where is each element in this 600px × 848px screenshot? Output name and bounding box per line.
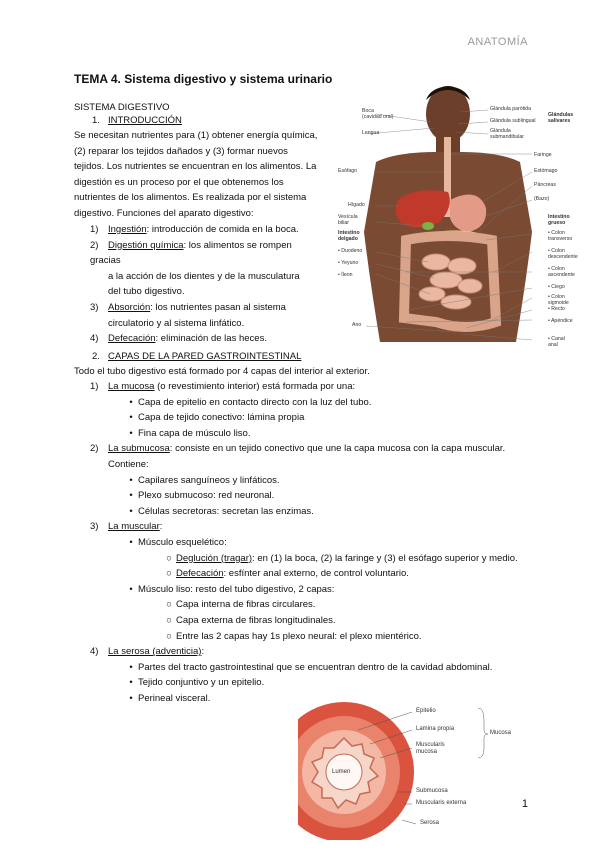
label-bazo: (Bazo) (534, 196, 550, 202)
label-mucosa: Mucosa (490, 730, 512, 736)
label-ano: Ano (352, 322, 362, 328)
label-yeyuno: • Yeyuno (338, 260, 359, 266)
gi-wall-illustration (298, 700, 518, 840)
intro-line: (2) reparar los tejidos dañados y (3) formar nuevos (74, 145, 288, 157)
label-estomago: Estómago (534, 168, 558, 174)
label-canal-anal: • Canal anal (548, 336, 565, 348)
intro-line: digestivo. Funciones del aparato digestivo: (74, 207, 254, 219)
intro-heading (92, 113, 182, 129)
label-esofago: Esófago (338, 168, 358, 174)
label-lengua: Lengua (362, 130, 380, 136)
bullet: • (129, 474, 133, 486)
label-lamina-propia: Lamina propia (416, 726, 455, 732)
gi-wall-figure (298, 700, 518, 840)
label-intestino-grueso: Intestino grueso (548, 214, 570, 226)
label-serosa: Serosa (420, 820, 440, 826)
muscular-item: 3) La muscular: (90, 521, 163, 533)
circle-bullet: ○ (166, 552, 172, 564)
label-recto: • Recto (548, 306, 565, 312)
label-boca: Boca (cavidad oral) (362, 108, 394, 120)
function-item: 3) Absorción: los nutrientes pasan al sistema (90, 301, 286, 313)
label-colon-sigmoide: • Colon sigmoide (548, 294, 569, 306)
label-faringe: Faringe (534, 152, 552, 158)
bullet: • (129, 427, 133, 439)
bullet: • (129, 677, 133, 689)
intro-line: digestión es un proceso por el que obtenemos los (74, 176, 284, 188)
label-ileon: • Íleon (338, 272, 353, 278)
label-sublingual: Glándula sublingual (490, 118, 536, 124)
section-heading-digestivo: SISTEMA DIGESTIVO (74, 102, 170, 113)
circle-bullet: ○ (166, 614, 172, 626)
page-number: 1 (521, 798, 528, 810)
intro-line: tejidos. Los nutrientes se encuentran en los alimentos. La (74, 161, 317, 173)
label-colon-ascendente: • Colon ascendente (548, 266, 575, 278)
function-item: 1) Ingestión: introducción de comida en la boca. (90, 224, 299, 235)
label-pancreas: Páncreas (534, 182, 556, 188)
bullet: • (129, 396, 133, 408)
bullet: • (129, 536, 133, 548)
circle-bullet: ○ (166, 599, 172, 611)
label-lumen: Lumen (332, 769, 351, 775)
label-apendice: • Apéndice (548, 318, 573, 324)
label-muscularis-externa: Muscularis externa (416, 800, 467, 806)
circle-bullet: ○ (166, 568, 172, 580)
label-higado: Hígado (348, 202, 365, 208)
function-line: del tubo digestivo. (108, 286, 185, 298)
function-item: 2) Digestión química: los alimentos se rompen gracias (90, 239, 292, 267)
submucosa-line: Contiene: (108, 458, 149, 470)
mucosa-item: 1) La mucosa (o revestimiento interior) está formada por una: (90, 381, 356, 392)
submucosa-item: 2) La submucosa: consiste en un tejido conectivo que une la capa mucosa con la capa muscular. (90, 443, 506, 455)
function-item: 4) Defecación: eliminación de las heces. (90, 333, 267, 345)
bullet: • (129, 661, 133, 673)
label-intestino-delgado: Intestino delgado (338, 230, 360, 242)
page-header: ANATOMÍA (467, 36, 528, 48)
label-colon-descendente: • Colon descendente (548, 248, 578, 260)
label-colon-transverso: • Colon transverso (548, 230, 573, 242)
label-epitelio: Epitelio (416, 708, 436, 714)
intro-number: 1. (92, 115, 100, 126)
digestive-system-figure (336, 82, 586, 352)
label-submandibular: Glándula submandibular (490, 128, 525, 140)
function-list (90, 222, 320, 347)
function-line: circulatorio y al sistema linfático. (108, 317, 245, 329)
capas-heading: 2. CAPAS DE LA PARED GASTROINTESTINAL (92, 351, 302, 362)
intro-title: INTRODUCCIÓN (108, 115, 182, 126)
label-parotida: Glándula parótida (490, 106, 531, 112)
label-muscularis-mucosa: Muscularis mucosa (416, 742, 445, 755)
label-duodeno: • Duodeno (338, 248, 363, 254)
page-title: TEMA 4. Sistema digestivo y sistema urinario (74, 72, 333, 86)
bullet: • (129, 583, 133, 595)
bullet: • (129, 505, 133, 517)
bullet: • (129, 692, 133, 704)
label-submucosa: Submucosa (416, 788, 448, 794)
intro-line: Se necesitan nutrientes para (1) obtener energía química, (74, 130, 318, 141)
serosa-item: 4) La serosa (adventicia): (90, 646, 205, 658)
bullet: • (129, 412, 133, 424)
label-vesicula: Vesícula biliar (338, 214, 358, 226)
label-ciego: • Ciego (548, 284, 565, 290)
intro-line: nutrientes de los alimentos. Es realizada por el sistema (74, 192, 307, 204)
intro-paragraph (74, 128, 318, 222)
circle-bullet: ○ (166, 630, 172, 642)
bullet: • (129, 490, 133, 502)
function-line: a la acción de los dientes y de la musculatura (108, 270, 300, 282)
capas-list: 1) La mucosa (o revestimiento interior) está formada por una: • Capa de epitelio en contacto directo con la luz del tubo. • Capa de tejido conectivo: lámina propia • Fina capa de músculo liso. 2) La submucosa: consiste en un tejido conectivo que une la capa mucosa con la capa muscular. Contiene: • Capilares sanguíneos y linfáticos. • Plexo submucoso: red neuronal. • Células secretoras: secretan las enzimas. 3) La muscular: • Músculo esquelético: ○ Deglución (tragar): en (1) la boca, (2) la faringe y (3) el esófago superior y medio. ○ Defecación: esfínter anal externo, de control voluntario. • Músculo liso: resto del tubo digestivo, 2 capas: ○ Capa interna de fibras circulares. ○ Capa externa de fibras longitudinales. ○ Entre las 2 capas hay 1s plexo neural: el plexo mientérico. 4) La serosa (adventicia): • Partes del tracto gastrointestinal que se encuentran dentro de la cavidad abdominal. • Tejido conjuntivo y un epitelio. • Perineal visceral. (90, 379, 530, 706)
label-glandulas-salivares: Glándulas salivares (548, 112, 574, 124)
capas-intro: Todo el tubo digestivo está formado por 4 capas del interior al exterior. (74, 366, 370, 377)
